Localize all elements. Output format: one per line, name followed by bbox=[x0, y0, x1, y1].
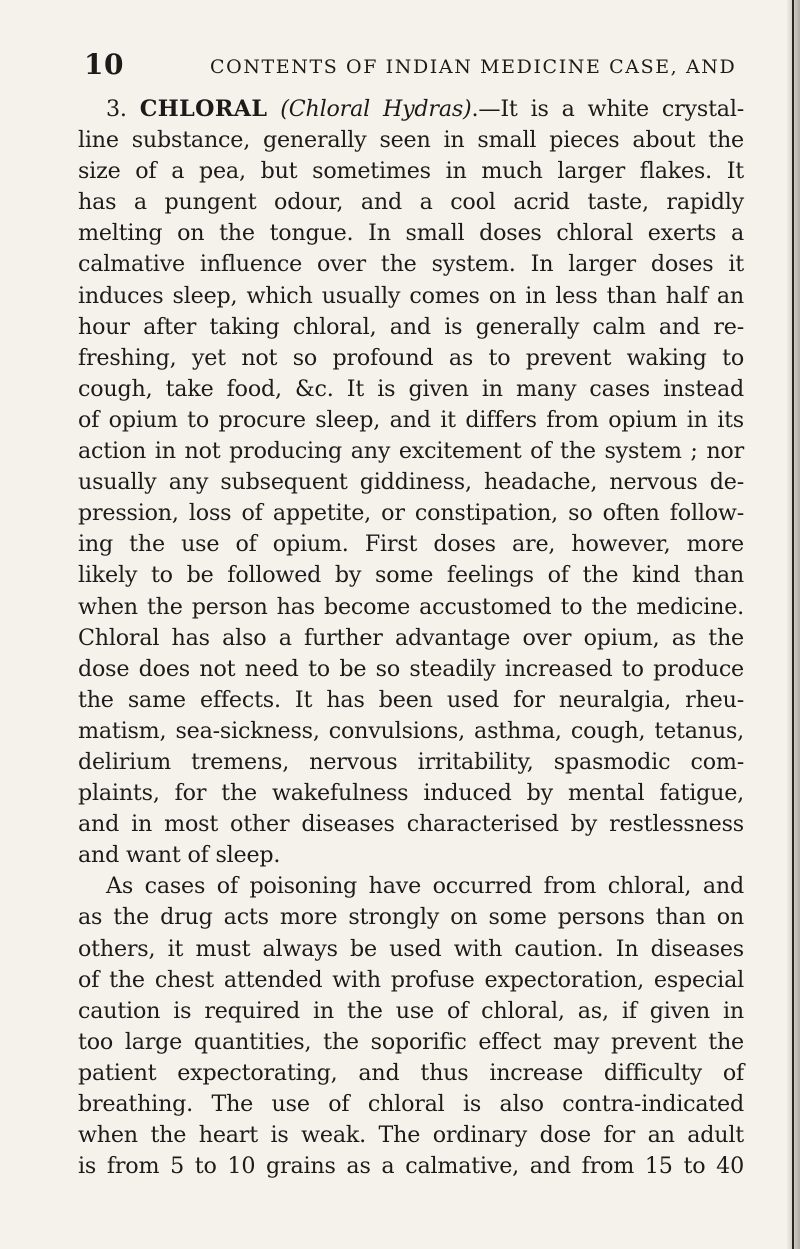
text-line: hour after taking chloral, and is generally calm and re- bbox=[78, 313, 744, 340]
running-head: CONTENTS OF INDIAN MEDICINE CASE, AND bbox=[210, 56, 737, 78]
text-line: plaints, for the wakefulness induced by mental fatigue, bbox=[78, 780, 744, 807]
text-line: others, it must always be used with caution. In diseases bbox=[78, 935, 744, 962]
entry-latin-name: (Chloral Hydras) bbox=[280, 96, 472, 122]
text-line: induces sleep, which usually comes on in less than half an bbox=[78, 282, 744, 309]
text-line: dose does not need to be so steadily increased to produce bbox=[78, 655, 744, 682]
text-line: As cases of poisoning have occurred from chloral, and bbox=[106, 873, 744, 900]
text-line: matism, sea-sickness, convulsions, asthma, cough, tetanus, bbox=[78, 717, 744, 744]
text-line: patient expectorating, and thus increase difficulty of bbox=[78, 1059, 744, 1086]
text-line: caution is required in the use of chloral, as, if given in bbox=[78, 997, 744, 1024]
text-line: line substance, generally seen in small pieces about the bbox=[78, 127, 744, 154]
page-edge-line bbox=[792, 0, 794, 1249]
paragraph-2 bbox=[78, 871, 744, 1182]
text-line: is from 5 to 10 grains as a calmative, and from 15 to 40 bbox=[78, 1153, 744, 1180]
text-line: as the drug acts more strongly on some persons than on bbox=[78, 904, 744, 931]
text-line: delirium tremens, nervous irritability, spasmodic com- bbox=[78, 748, 744, 775]
paragraph-1 bbox=[78, 125, 744, 871]
page-number: 10 bbox=[84, 48, 124, 81]
text-line: of opium to procure sleep, and it differs from opium in its bbox=[78, 406, 744, 433]
text-line: likely to be followed by some feelings of the kind than bbox=[78, 562, 744, 589]
text-line: melting on the tongue. In small doses chloral exerts a bbox=[78, 220, 744, 247]
text-line: and in most other diseases characterised by restlessness bbox=[78, 811, 744, 838]
text-line: Chloral has also a further advantage over opium, as the bbox=[78, 624, 744, 651]
text-line: has a pungent odour, and a cool acrid taste, rapidly bbox=[78, 189, 744, 216]
body-text bbox=[78, 94, 744, 1182]
entry-name: CHLORAL bbox=[139, 96, 268, 122]
text-line: when the person has become accustomed to the medicine. bbox=[78, 593, 744, 620]
text-line: size of a pea, but sometimes in much larger flakes. It bbox=[78, 158, 744, 185]
text-line: and want of sleep. bbox=[78, 842, 281, 869]
text-line: pression, loss of appetite, or constipation, so often follow- bbox=[78, 500, 744, 527]
text-line: ing the use of opium. First doses are, however, more bbox=[78, 531, 744, 558]
text-line: when the heart is weak. The ordinary dose for an adult bbox=[78, 1122, 744, 1149]
entry-number: 3. bbox=[106, 96, 127, 122]
text-line: of the chest attended with profuse expectoration, especial bbox=[78, 966, 744, 993]
text-line: breathing. The use of chloral is also contra-indicated bbox=[78, 1091, 744, 1117]
text-line: calmative influence over the system. In larger doses it bbox=[78, 251, 744, 278]
text-line: usually any subsequent giddiness, headache, nervous de- bbox=[78, 469, 744, 496]
page-header bbox=[84, 48, 744, 88]
text-line: cough, take food, &c. It is given in many cases instead bbox=[78, 375, 744, 402]
text-line: the same effects. It has been used for neuralgia, rheu- bbox=[78, 686, 744, 713]
text-line: freshing, yet not so profound as to prevent waking to bbox=[78, 344, 744, 371]
text-line: action in not producing any excitement of the system ; nor bbox=[78, 438, 744, 465]
entry-first-line-text: .—It is a white crystal- bbox=[471, 96, 745, 122]
text-line: too large quantities, the soporific effect may prevent the bbox=[78, 1028, 744, 1055]
entry-heading-line bbox=[78, 94, 744, 125]
